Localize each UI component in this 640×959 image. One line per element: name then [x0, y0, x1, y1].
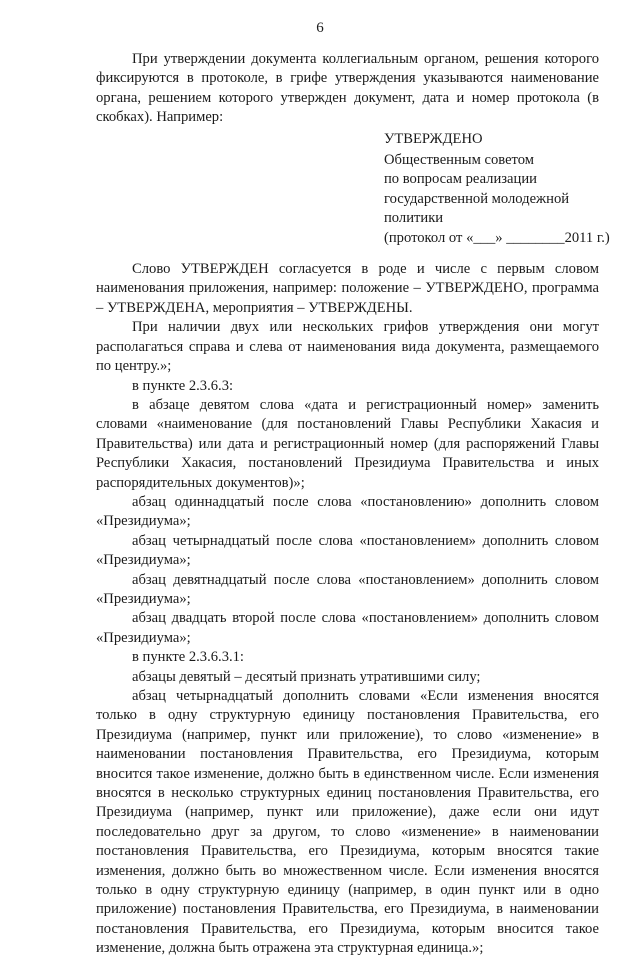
approval-stamp-heading: УТВЕРЖДЕНО	[384, 130, 483, 147]
approval-stamp	[384, 130, 610, 248]
paragraph-item-2-3-6-3: в пункте 2.3.6.3:	[132, 377, 234, 394]
paragraph-ninth-abzac: в абзаце девятом слова «дата и регистрационный номер» заменить словами «наименование (для постановлений Главы Республики Хакасия и Правительства) или дата и регистрационный номер (для распоряжений Главы Республики Хакасия, постановлений Президиума Правительства и иных распорядительных документов)»;	[96, 396, 599, 491]
approval-stamp-line: по вопросам реализации	[384, 171, 537, 188]
paragraph-word-agreement: Слово УТВЕРЖДЕН согласуется в роде и числе с первым словом наименования приложения, например: положение – УТВЕРЖДЕНО, программа – УТВЕРЖДЕНА, мероприятия – УТВЕРЖДЕНЫ.	[96, 261, 599, 316]
paragraph-item-2-3-6-3-1: в пункте 2.3.6.3.1:	[132, 649, 244, 666]
paragraph-twenty-second-abzac: абзац двадцать второй после слова «постановлением» дополнить словом «Президиума»;	[96, 610, 599, 646]
approval-stamp-line: государственной молодежной	[384, 190, 570, 207]
page-number: 6	[316, 20, 324, 36]
paragraph-fourteenth-abzac: абзац четырнадцатый после слова «постановлением» дополнить словом «Президиума»;	[96, 532, 599, 569]
approval-stamp-line: политики	[384, 210, 444, 227]
document-body	[96, 50, 610, 959]
paragraph-void-abzacs: абзацы девятый – десятый признать утратившими силу;	[132, 668, 481, 685]
paragraph-multiple-stamps: При наличии двух или нескольких грифов утверждения они могут располагаться справа и слева от наименования вида документа, размещаемого по центру.»;	[96, 319, 599, 375]
paragraph-nineteenth-abzac: абзац девятнадцатый после слова «постановлением» дополнить словом «Президиума»;	[96, 571, 599, 607]
intro-paragraph: При утверждении документа коллегиальным органом, решения которого фиксируются в протоколе, в грифе утверждения указываются наименование органа, решением которого утвержден документ, дата и номер протокола (в скобках). Например:	[96, 51, 599, 126]
approval-stamp-line: (протокол от «___» ________2011 г.)	[384, 229, 610, 246]
paragraph-eleventh-abzac: абзац одиннадцатый после слова «постановлению» дополнить словом «Президиума»;	[96, 493, 599, 530]
approval-stamp-line: Общественным советом	[384, 152, 534, 169]
paragraph-fourteenth-addition: абзац четырнадцатый дополнить словами «Если изменения вносятся только в одну структурную единицу постановления Правительства, его Президиума (например, пункт или приложение), то слово «изменение» в наименовании постановления Правительства, его Президиума, которым вносится такое изменение, должно быть в единственном числе. Если изменения вносятся в несколько структурных единиц постановления Правительства, его Президиума (например, пункт или приложение), даже если они идут последовательно друг за другом, то слово «изменение» в наименовании постановления Правительства, его Президиума, которым вносятся такие изменения, должно быть во множественном числе. Если изменения вносятся только в одну структурную единицу (например, в один пункт или в одно приложение) постановления Правительства, его Президиума, в наименовании постановления Правительства, его Президиума, которым вносится такое изменение, должна быть отражена эта структурная единица.»;	[96, 688, 599, 957]
